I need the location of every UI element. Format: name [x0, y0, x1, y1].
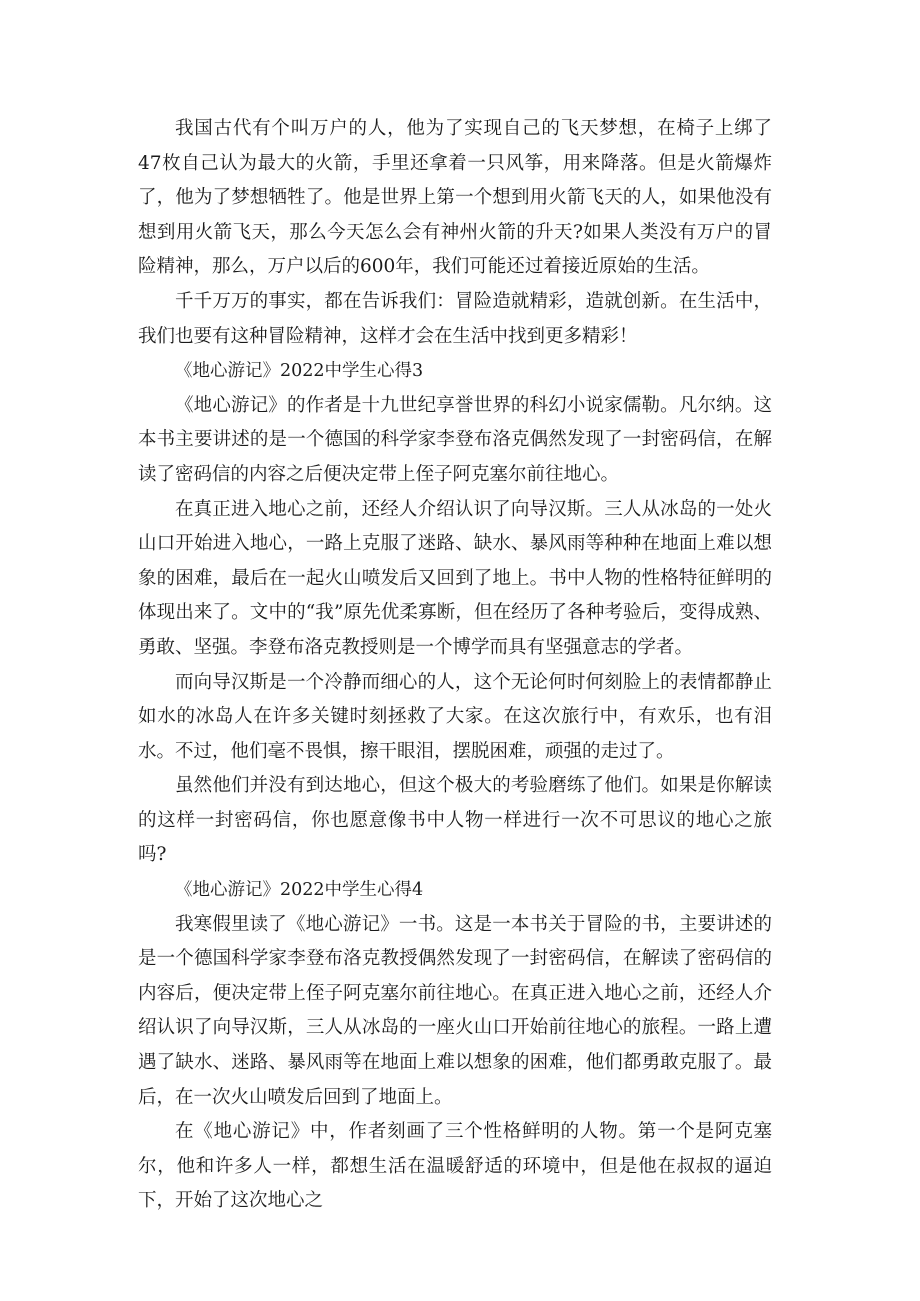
- paragraph-adventure-conclusion: 千千万万的事实，都在告诉我们：冒险造就精彩，造就创新。在生活中，我们也要有这种冒险精神，这样才会在生活中找到更多精彩！: [138, 290, 772, 347]
- paragraph-characters-intro: 在《地心游记》中，作者刻画了三个性格鲜明的人物。第一个是阿克塞尔，他和许多人一样，都想生活在温暖舒适的环境中，但是他在叔叔的逼迫下，开始了这次地心之: [138, 1121, 772, 1212]
- paragraph-wanhu-story: 我国古代有个叫万户的人，他为了实现自己的飞天梦想，在椅子上绑了47枚自己认为最大的火箭，手里还拿着一只风筝，用来降落。但是火箭爆炸了，他为了梦想牺牲了。他是世界上第一个想到用火箭飞天的人，如果他没有想到用火箭飞天，那么今天怎么会有神州火箭的升天?如果人类没有万户的冒险精神，那么，万户以后的600年，我们可能还过着接近原始的生活。: [138, 118, 772, 278]
- paragraph-hans-character: 而向导汉斯是一个冷静而细心的人，这个无论何时何刻脸上的表情都静止如水的冰岛人在许多关键时刻拯救了大家。在这次旅行中，有欢乐，也有泪水。不过，他们毫不畏惧，擦干眼泪，摆脱困难，顽强的走过了。: [138, 671, 772, 762]
- section-heading-4: 《地心游记》2022中学生心得4: [175, 880, 424, 901]
- paragraph-author-intro: 《地心游记》的作者是十九世纪享誉世界的科幻小说家儒勒。凡尔纳。这本书主要讲述的是一个德国的科学家李登布洛克偶然发现了一封密码信，在解读了密码信的内容之后便决定带上侄子阿克塞尔前往地心。: [138, 394, 772, 485]
- paragraph-reflection-question: 虽然他们并没有到达地心，但这个极大的考验磨练了他们。如果是你解读的这样一封密码信，你也愿意像书中人物一样进行一次不可思议的地心之旅吗?: [138, 775, 772, 866]
- paragraph-journey-summary: 在真正进入地心之前，还经人介绍认识了向导汉斯。三人从冰岛的一处火山口开始进入地心，一路上克服了迷路、缺水、暴风雨等种种在地面上难以想象的困难，最后在一起火山喷发后又回到了地上。书中人物的性格特征鲜明的体现出来了。文中的“我”原先优柔寡断，但在经历了各种考验后，变得成熟、勇敢、坚强。李登布洛克教授则是一个博学而具有坚强意志的学者。: [138, 498, 772, 658]
- paragraph-winter-reading: 我寒假里读了《地心游记》一书。这是一本书关于冒险的书，主要讲述的是一个德国科学家李登布洛克教授偶然发现了一封密码信，在解读了密码信的内容后，便决定带上侄子阿克塞尔前往地心。在真正进入地心之前，还经人介绍认识了向导汉斯，三人从冰岛的一座火山口开始前往地心的旅程。一路上遭遇了缺水、迷路、暴风雨等在地面上难以想象的困难，他们都勇敢克服了。最后，在一次火山喷发后回到了地面上。: [138, 913, 772, 1108]
- section-heading-3: 《地心游记》2022中学生心得3: [175, 361, 424, 382]
